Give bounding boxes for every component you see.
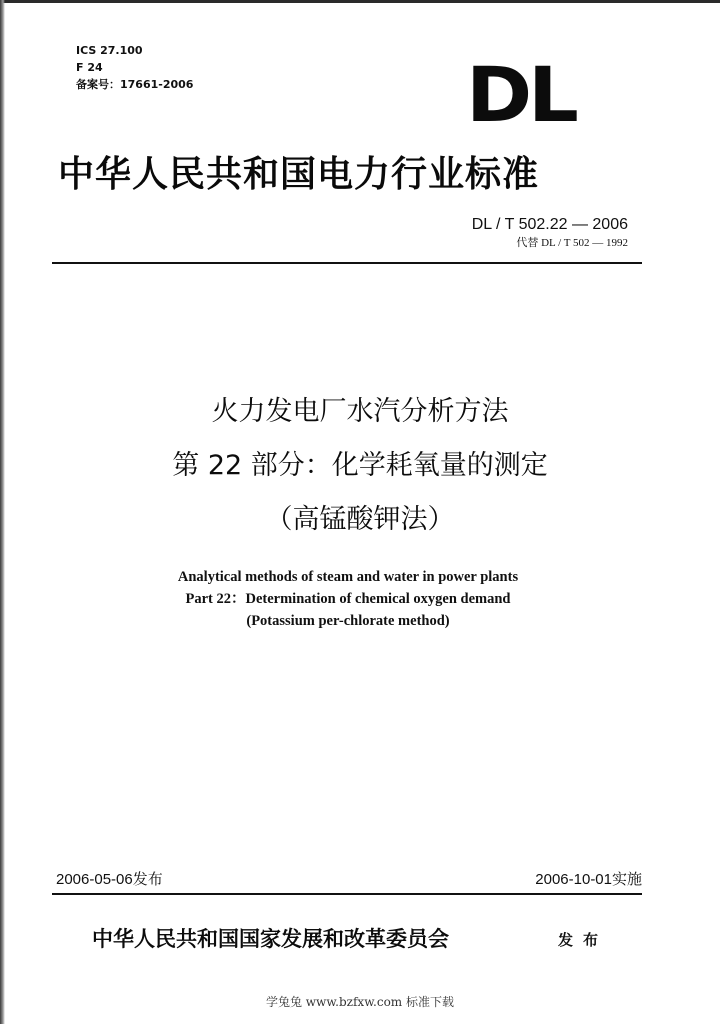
ics-code: ICS 27.100 [76,44,143,57]
publish-label: 发布 [558,931,609,949]
dl-logo: DL [466,50,575,139]
replaces-standard: 代替 DL / T 502 — 1992 [516,237,628,249]
classification-block [76,42,193,93]
category-code: F 24 [76,61,103,74]
record-number: 备案号：17661-2006 [76,78,194,91]
scan-edge-top [0,0,720,3]
standard-number: DL / T 502.22 — 2006 [471,216,628,233]
header-divider [52,262,642,264]
download-watermark: 学兔兔 www.bzfxw.com 标准下载 [265,995,455,1009]
footer-divider [52,893,642,895]
industry-standard-title: 中华人民共和国电力行业标准 [58,153,540,195]
english-title-line-2: Part 22：Determination of chemical oxygen demand [185,591,511,607]
chinese-title-line-2: 第 22 部分：化学耗氧量的测定 [172,450,548,481]
chinese-title-line-3: （高锰酸钾法） [265,504,455,535]
issue-date: 2006-05-06发布 [56,871,163,888]
english-title-line-3: (Potassium per-chlorate method) [246,613,450,629]
implementation-date: 2006-10-01实施 [535,871,642,888]
publisher-name: 中华人民共和国国家发展和改革委员会 [92,926,449,951]
chinese-title-line-1: 火力发电厂水汽分析方法 [211,396,509,427]
english-title-line-1: Analytical methods of steam and water in power plants [177,569,519,585]
